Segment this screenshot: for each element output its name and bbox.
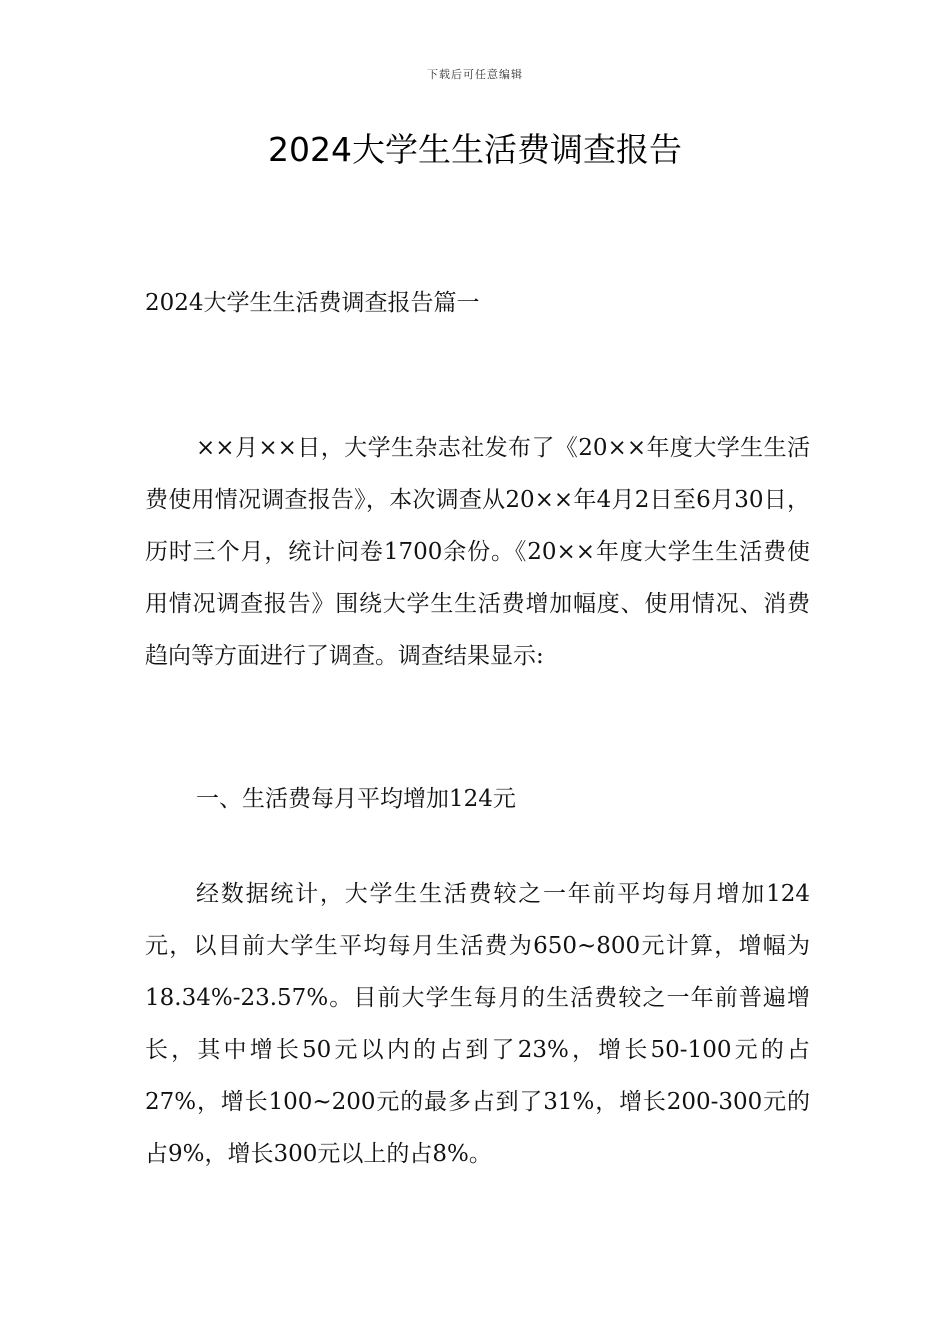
header-note: 下载后可任意编辑: [427, 68, 523, 81]
paragraph-intro: ××月××日，大学生杂志社发布了《20××年度大学生生活费使用情况调查报告》，本次调查从20××年4月2日至6月30日，历时三个月，统计问卷1700余份。《20××年度大学生生活费使用情况调查报告》围绕大学生生活费增加幅度、使用情况、消费趋向等方面进行了调查。调查结果显示:: [145, 435, 810, 669]
item-heading: 一、生活费每月平均增加124元: [196, 786, 516, 812]
section-heading: 2024大学生生活费调查报告篇一: [145, 290, 480, 316]
paragraph-statistics: 经数据统计，大学生生活费较之一年前平均每月增加124元，以目前大学生平均每月生活费为650~800元计算，增幅为18.34%-23.57%。目前大学生每月的生活费较之一年前普遍增长，其中增长50元以内的占到了23%，增长50-100元的占27%，增长100~200元的最多占到了31%，增长200-300元的占9%，增长300元以上的占8%。: [145, 881, 810, 1167]
document-title: 2024大学生生活费调查报告: [268, 130, 682, 169]
